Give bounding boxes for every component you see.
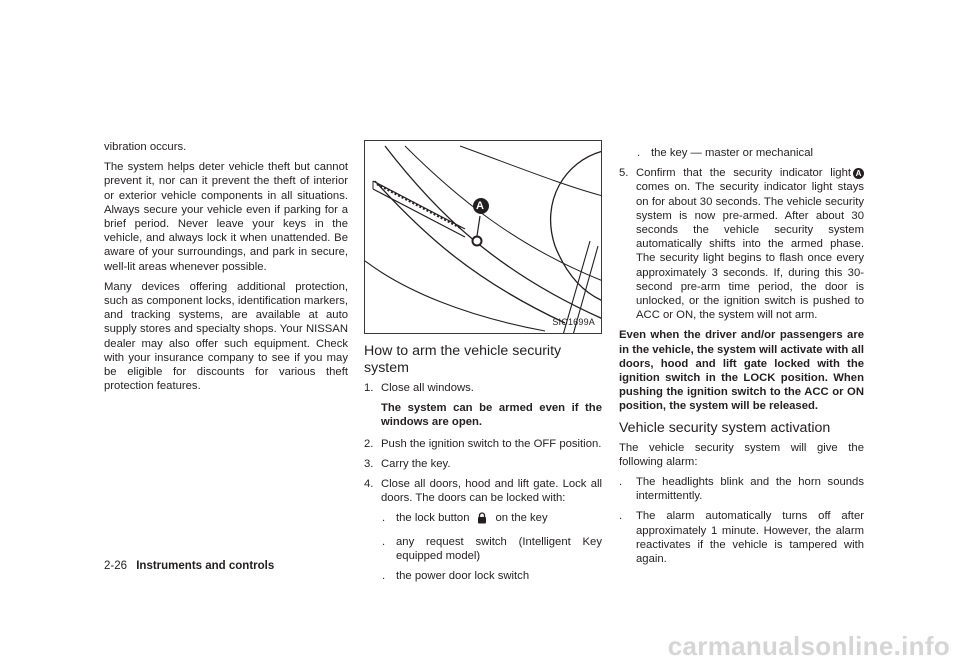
paragraph-alarm-intro: The vehicle security system will give the following alarm: <box>619 441 864 468</box>
section-name: Instruments and controls <box>136 560 275 572</box>
paragraph-additional-protection: Many devices offering additional protection, such as component locks, identification markers, and tracking systems, are available at auto supply stores and specialty shops. Your NISSAN dealer may also offer such equipment. Check with your insurance company to see if you may be eligible for discounts for various theft protection features. <box>104 280 348 393</box>
bullet-request-switch: . any request switch (Intelligent Key equipped model) <box>382 535 602 562</box>
page-number: 2-26 <box>104 560 128 572</box>
step-3: 3. Carry the key. <box>364 457 451 470</box>
step-1: 1. Close all windows. <box>364 382 474 394</box>
bullet-alarm-off: . The alarm automatically turns off after approximately 1 minute. However, the alarm reactivates if the vehicle is tampered with again. <box>619 510 864 566</box>
paragraph-theft-deterrence: The system helps deter vehicle theft but cannot prevent it, nor can it prevent the theft of interior or exterior vehicle components in all situations. Always secure your vehicle even if parking for a brief period. Never leave your keys in the vehicle, and always lock it when unattended. Be aware of your surroundings, and park in secure, well-lit areas whenever possible. <box>104 161 348 273</box>
column-middle <box>364 140 602 589</box>
step-4: 4. Close all doors, hood and lift gate. Lock all doors. The doors can be locked with: <box>364 478 602 505</box>
lock-icon <box>477 512 487 528</box>
column-left <box>104 140 348 399</box>
column-right <box>619 140 864 572</box>
section-heading-activation: Vehicle security system activation <box>619 419 831 436</box>
step-2: 2. Push the ignition switch to the OFF position. <box>364 437 602 450</box>
bullet-key: . the key — master or mechanical <box>637 147 813 159</box>
dashboard-drawing <box>365 141 602 334</box>
figure-code: SIC1699A <box>552 316 595 327</box>
bullet-power-door-lock: . the power door lock switch <box>382 570 530 583</box>
step-5: 5. Confirm that the security indicator light A comes on. The security indicator light stays on for about 30 seconds. The vehicle security system is now pre-armed. After about 30 seconds the vehicle security system automatically shifts into the armed phase. The security light begins to flash once every approximately 3 seconds. If, during this 30-second pre-arm time period, the door is unlocked, or the ignition switch is pushed to ACC or ON, the system will not arm. <box>619 167 864 322</box>
bullet-headlights: . The headlights blink and the horn sounds intermittently. <box>619 476 864 503</box>
security-indicator-illustration <box>364 140 602 334</box>
callout-a-icon: A <box>853 168 864 179</box>
bold-activation-note: Even when the driver and/or passengers are in the vehicle, the system will activate with all doors, hood and lift gate locked with the ignition switch in the LOCK position. When pushing the ignition switch to the ACC or ON position, the system will be released. <box>619 329 864 413</box>
bullet-lock-button: . the lock button on the key <box>364 511 602 528</box>
callout-a-label: A <box>476 200 484 212</box>
section-heading-arm: How to arm the vehicle security system <box>364 343 562 376</box>
page-footer <box>104 560 274 572</box>
step-1-note: The system can be armed even if the windows are open. <box>381 402 602 429</box>
paragraph-continuation: vibration occurs. <box>104 141 187 153</box>
site-watermark: carmanualsonline.info <box>667 631 950 661</box>
